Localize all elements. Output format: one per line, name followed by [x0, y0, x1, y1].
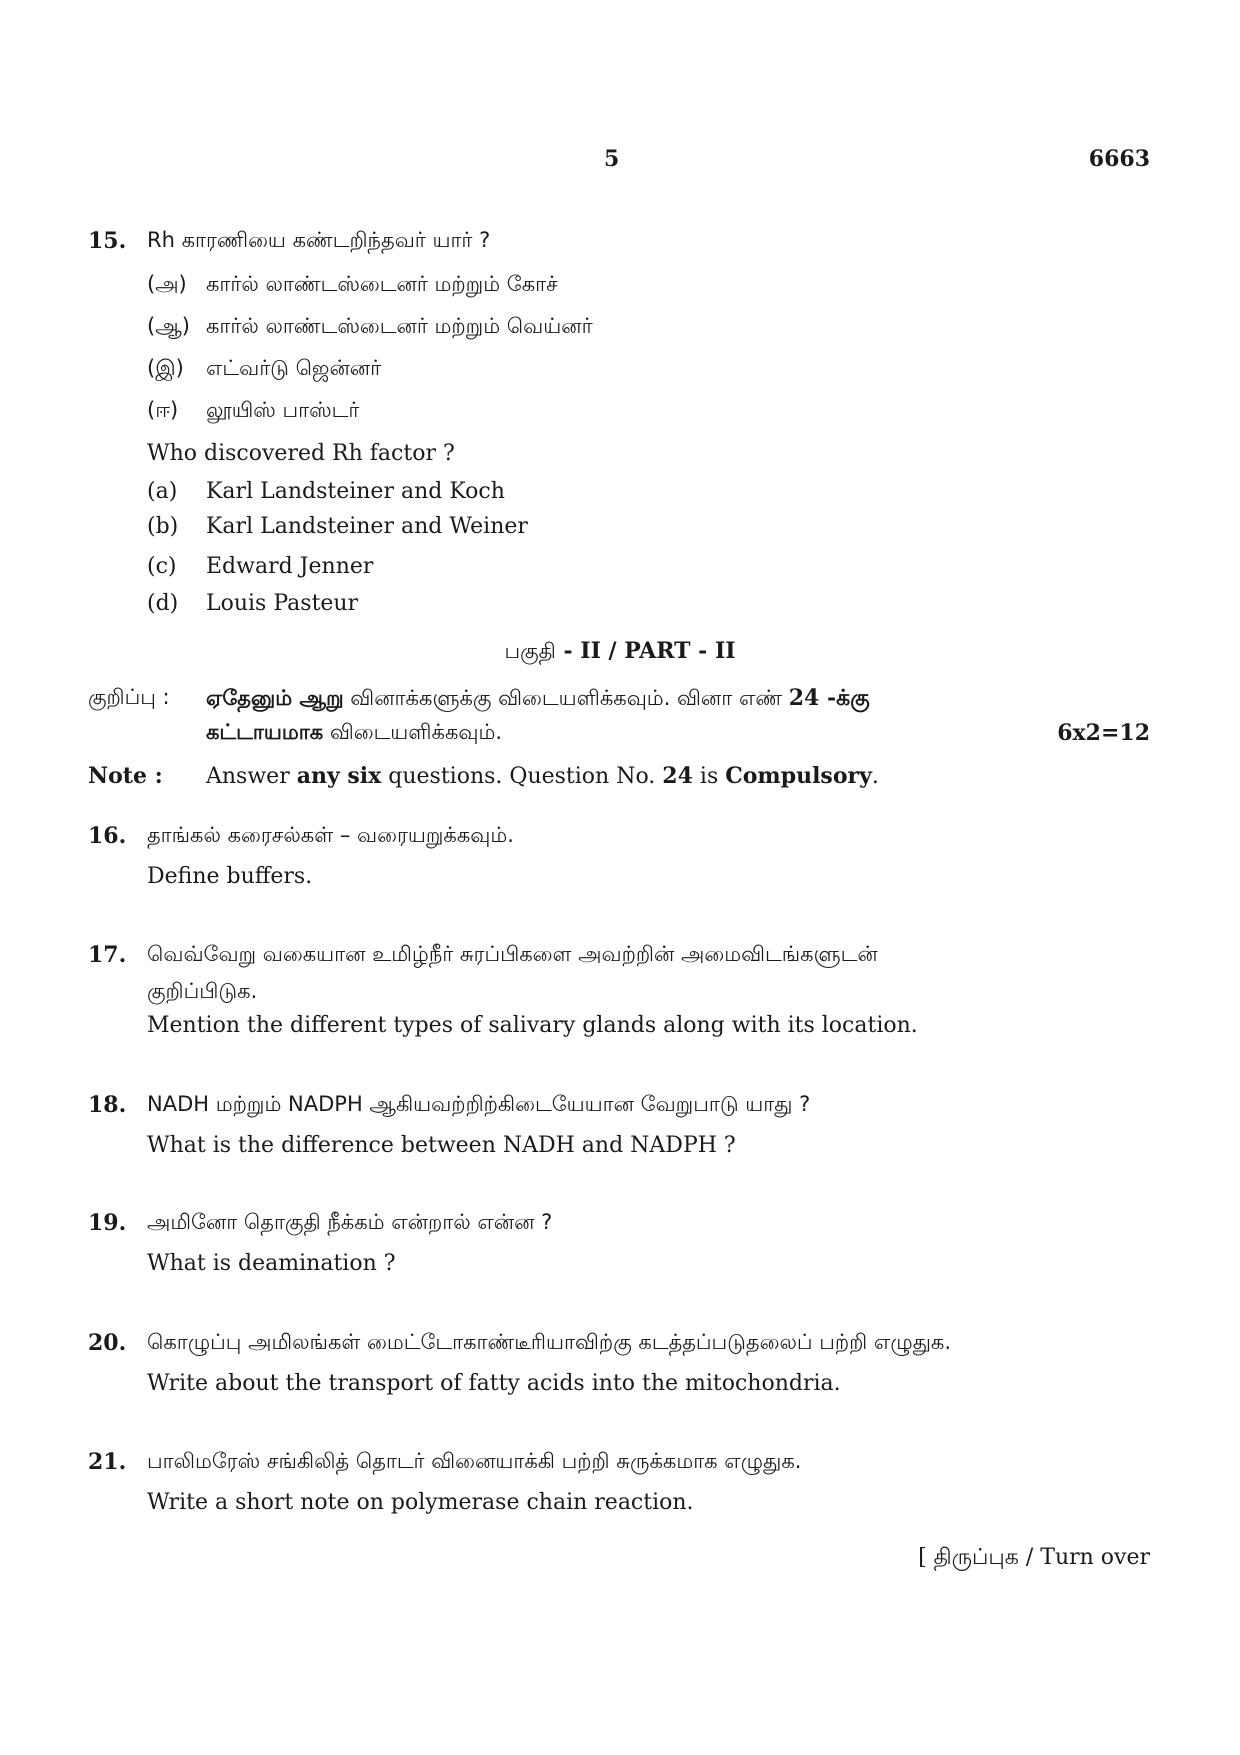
note-emphasis: any six: [296, 763, 382, 789]
question-text-tamil: பாலிமரேஸ் சங்கிலித் தொடர் வினையாக்கி பற்றி சுருக்கமாக எழுதுக.: [147, 1449, 802, 1473]
page-number: 5: [604, 146, 620, 172]
note-text-tamil: [206, 685, 870, 714]
note-emphasis: 24: [662, 763, 693, 789]
question-text-english: Define buffers.: [147, 864, 313, 889]
note-emphasis: 24 -க்கு: [788, 685, 870, 711]
question-number: 17.: [88, 942, 127, 968]
option-text-tamil: எட்வர்டு ஜென்னர்: [206, 356, 382, 380]
question-number: 21.: [88, 1449, 127, 1475]
option-text-tamil: லூயிஸ் பாஸ்டர்: [206, 398, 360, 422]
question-number: 20.: [88, 1330, 127, 1356]
option-label-english: (c): [147, 554, 177, 579]
part-heading-english: II / PART - II: [580, 638, 736, 664]
question-text-english: Write a short note on polymerase chain reaction.: [147, 1490, 694, 1515]
question-number: 16.: [88, 823, 127, 849]
option-label-tamil: (ஈ): [147, 398, 179, 422]
turn-over-label: [ திருப்புக / Turn over: [918, 1545, 1150, 1570]
option-text-english: Karl Landsteiner and Koch: [206, 479, 505, 504]
part-heading-tamil: பகுதி: [504, 639, 556, 663]
option-label-english: (d): [147, 591, 179, 616]
option-text-tamil: கார்ல் லாண்டஸ்டைனர் மற்றும் கோச்: [206, 272, 558, 296]
question-text-tamil: வெவ்வேறு வகையான உமிழ்நீர் சுரப்பிகளை அவற்றின் அமைவிடங்களுடன்: [147, 942, 878, 966]
note-emphasis: கட்டாயமாக: [206, 720, 324, 744]
paper-code: 6663: [1088, 146, 1150, 172]
note-emphasis: Compulsory: [725, 763, 872, 789]
question-text-english: Who discovered Rh factor ?: [147, 441, 455, 466]
option-label-tamil: (இ): [147, 356, 184, 380]
option-label-tamil: (அ): [147, 272, 187, 296]
note-text: questions. Question No.: [381, 764, 663, 789]
question-text-tamil: கொழுப்பு அமிலங்கள் மைட்டோகாண்டீரியாவிற்கு கடத்தப்படுதலைப் பற்றி எழுதுக.: [147, 1330, 952, 1354]
question-text-tamil: Rh காரணியை கண்டறிந்தவர் யார் ?: [147, 228, 491, 252]
note-text: வினாக்களுக்கு விடையளிக்கவும். வினா எண்: [343, 686, 789, 710]
question-text-english: Write about the transport of fatty acids into the mitochondria.: [147, 1371, 841, 1396]
question-text-tamil: தாங்கல் கரைசல்கள் – வரையறுக்கவும்.: [147, 823, 514, 847]
note-label-tamil: குறிப்பு :: [88, 685, 170, 709]
question-number: 18.: [88, 1092, 127, 1118]
question-number: 19.: [88, 1210, 127, 1236]
marks-allocation: 6x2=12: [1057, 720, 1150, 746]
part-heading-separator: -: [555, 638, 581, 664]
question-text-english: What is the difference between NADH and NADPH ?: [147, 1133, 736, 1158]
option-label-english: (b): [147, 514, 179, 539]
question-text-tamil-line2: குறிப்பிடுக.: [147, 979, 258, 1003]
question-text-tamil: NADH மற்றும் NADPH ஆகியவற்றிற்கிடையேயான வேறுபாடு யாது ?: [147, 1092, 811, 1116]
option-text-tamil: கார்ல் லாண்டஸ்டைனர் மற்றும் வெய்னர்: [206, 314, 593, 338]
option-text-english: Edward Jenner: [206, 554, 374, 579]
question-number: 15.: [88, 228, 127, 254]
option-label-english: (a): [147, 479, 178, 504]
question-text-english: What is deamination ?: [147, 1251, 396, 1276]
question-text-english: Mention the different types of salivary glands along with its location.: [147, 1013, 918, 1038]
note-text-english: [206, 763, 879, 789]
option-text-english: Karl Landsteiner and Weiner: [206, 514, 528, 539]
note-text-tamil-line2: [206, 720, 502, 747]
note-text: விடையளிக்கவும்.: [323, 720, 503, 744]
note-text: is: [692, 764, 726, 789]
part-heading: [0, 638, 1240, 666]
note-text: Answer: [206, 764, 297, 789]
note-text: .: [871, 764, 879, 789]
note-emphasis: ஏதேனும் ஆறு: [206, 686, 344, 710]
note-label-english: Note :: [88, 763, 163, 789]
option-label-tamil: (ஆ): [147, 314, 190, 338]
question-text-tamil: அமினோ தொகுதி நீக்கம் என்றால் என்ன ?: [147, 1210, 553, 1234]
option-text-english: Louis Pasteur: [206, 591, 359, 616]
